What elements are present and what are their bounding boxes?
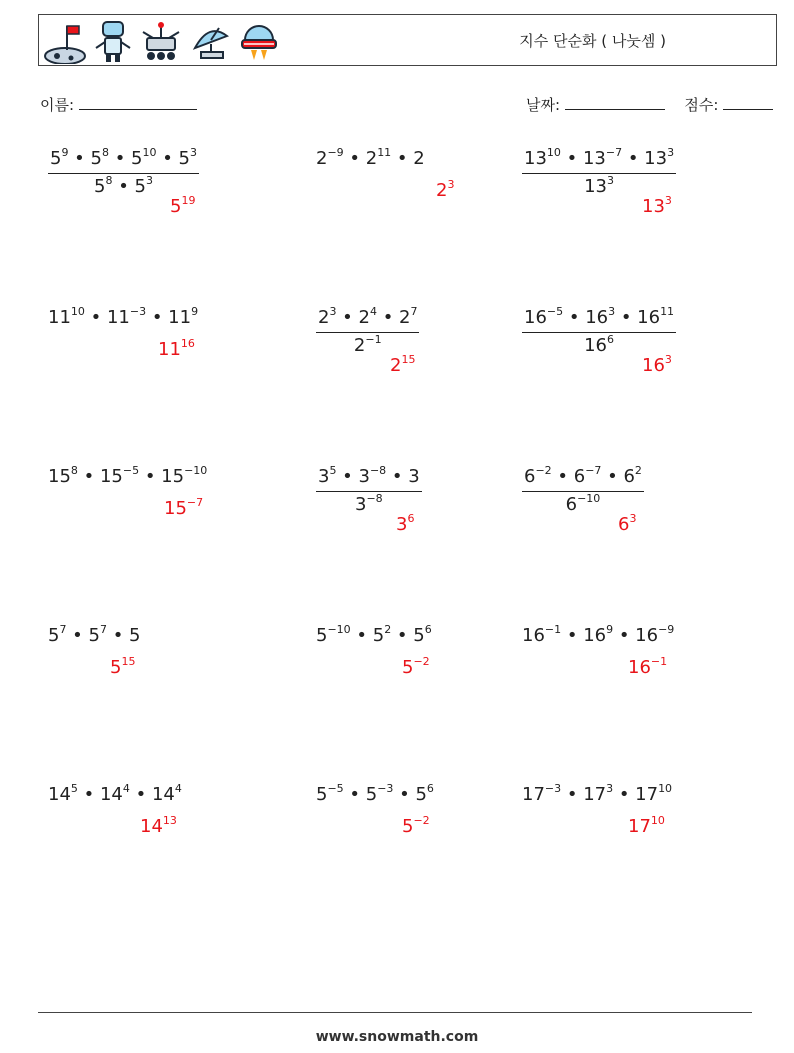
- base: 5: [316, 625, 328, 646]
- base: 13: [582, 148, 606, 169]
- exponent: 7: [59, 623, 67, 636]
- exponent: 7: [99, 623, 107, 636]
- exponent: 3: [606, 782, 614, 795]
- power-term: [48, 307, 85, 328]
- exponent: −10: [327, 623, 351, 636]
- fraction: [48, 148, 199, 197]
- numerator: [522, 307, 676, 333]
- satellite-dish-icon: [189, 18, 233, 64]
- power-term: [316, 784, 344, 805]
- footer-divider: [38, 1012, 752, 1013]
- exponent: −8: [369, 464, 387, 477]
- fraction: [522, 466, 644, 515]
- base: 15: [48, 466, 71, 487]
- power-term: [373, 625, 391, 646]
- denominator: [522, 333, 676, 356]
- multiply-dot: •: [391, 148, 414, 169]
- base: 2: [316, 148, 328, 169]
- base: 17: [628, 816, 651, 837]
- multiply-dot: •: [615, 307, 638, 328]
- power-term: [152, 784, 182, 805]
- power-term: [48, 466, 78, 487]
- power-term: [179, 148, 197, 169]
- multiply-dot: •: [112, 176, 135, 197]
- base: 5: [94, 176, 106, 197]
- exponent: −9: [327, 146, 344, 159]
- exponent: 3: [447, 178, 455, 191]
- answer: [170, 196, 195, 217]
- exponent: −8: [366, 492, 383, 505]
- multiply-dot: •: [84, 307, 107, 328]
- problem-expression: [522, 307, 676, 356]
- exponent: 6: [426, 782, 434, 795]
- exponent: 3: [667, 146, 675, 159]
- exponent: 8: [70, 464, 78, 477]
- power-term: [413, 625, 431, 646]
- base: 2: [365, 148, 378, 169]
- base: 3: [396, 514, 408, 535]
- denominator: [522, 174, 676, 197]
- base: 3: [318, 466, 330, 487]
- exponent: 6: [424, 623, 432, 636]
- base: 13: [524, 148, 547, 169]
- power-term: [89, 625, 107, 646]
- exponent: 13: [162, 814, 177, 827]
- answer: [642, 355, 672, 376]
- exponent: 5: [329, 464, 337, 477]
- multiply-dot: •: [336, 466, 359, 487]
- exponent: 4: [174, 782, 182, 795]
- multiply-dot: •: [336, 307, 359, 328]
- worksheet-header: [38, 14, 777, 66]
- base: 5: [178, 148, 190, 169]
- problem-expression: [316, 148, 425, 169]
- base: 6: [623, 466, 635, 487]
- exponent: 6: [606, 333, 614, 346]
- exponent: 10: [546, 146, 561, 159]
- multiply-dot: •: [77, 466, 100, 487]
- name-line[interactable]: [79, 95, 197, 110]
- multiply-dot: •: [613, 625, 636, 646]
- base: 5: [316, 784, 328, 805]
- exponent: 3: [190, 146, 197, 159]
- base: 5: [50, 148, 62, 169]
- exponent: 15: [121, 655, 136, 668]
- base: 6: [524, 466, 536, 487]
- ufo-icon: [239, 18, 279, 64]
- problem-expression: [316, 625, 432, 646]
- power-term: [436, 180, 454, 201]
- answer: [618, 514, 636, 535]
- exponent: 3: [329, 305, 337, 318]
- base: 6: [618, 514, 630, 535]
- power-term: [168, 307, 198, 328]
- footer-site: www.snowmath.com: [315, 1029, 479, 1045]
- power-term: [140, 816, 177, 837]
- exponent: 3: [606, 174, 614, 187]
- exponent: −5: [327, 782, 344, 795]
- multiply-dot: •: [563, 307, 586, 328]
- power-term: [318, 466, 336, 487]
- base: 13: [584, 176, 607, 197]
- exponent: −2: [535, 464, 552, 477]
- power-term: [574, 466, 602, 487]
- multiply-dot: •: [350, 625, 373, 646]
- answer: [402, 657, 430, 678]
- exponent: 6: [407, 512, 415, 525]
- exponent: 9: [606, 623, 614, 636]
- base: 5: [170, 196, 182, 217]
- numerator: [48, 148, 199, 174]
- exponent: −1: [365, 333, 382, 346]
- base: 5: [90, 148, 102, 169]
- multiply-dot: •: [156, 148, 179, 169]
- power-term: [584, 176, 614, 197]
- answer: [164, 498, 203, 519]
- power-term: [583, 784, 613, 805]
- name-label: 이름:: [40, 96, 75, 114]
- base: 2: [353, 335, 366, 356]
- exponent: −10: [184, 464, 208, 477]
- power-term: [131, 148, 156, 169]
- power-term: [359, 466, 387, 487]
- base: 17: [522, 784, 545, 805]
- answer: [628, 657, 667, 678]
- numerator: [522, 148, 676, 174]
- power-term: [644, 148, 674, 169]
- base: 2: [413, 148, 425, 169]
- power-term: [158, 339, 195, 360]
- header-icons: [43, 18, 279, 64]
- exponent: 5: [70, 782, 78, 795]
- base: 5: [88, 625, 100, 646]
- power-term: [100, 466, 139, 487]
- power-term: [359, 307, 377, 328]
- base: 5: [129, 625, 141, 646]
- multiply-dot: •: [343, 148, 366, 169]
- robot-icon: [93, 18, 133, 64]
- exponent: 15: [401, 353, 416, 366]
- date-label: 날짜:: [526, 96, 561, 114]
- answer: [402, 816, 430, 837]
- exponent: 2: [384, 623, 392, 636]
- power-term: [94, 176, 112, 197]
- answer: [140, 816, 177, 837]
- exponent: −5: [122, 464, 140, 477]
- date-field: [526, 94, 773, 115]
- power-term: [522, 784, 561, 805]
- exponent: 3: [608, 305, 616, 318]
- power-term: [408, 466, 419, 487]
- power-term: [524, 307, 563, 328]
- multiply-dot: •: [376, 307, 400, 328]
- power-term: [366, 148, 391, 169]
- power-term: [413, 148, 424, 169]
- multiply-dot: •: [66, 625, 89, 646]
- numerator: [522, 466, 644, 492]
- power-term: [164, 498, 203, 519]
- answer: [436, 180, 454, 201]
- fraction: [522, 148, 676, 197]
- exponent: 10: [70, 305, 85, 318]
- problem-expression: [522, 148, 676, 197]
- power-term: [415, 784, 433, 805]
- power-term: [642, 196, 672, 217]
- exponent: 16: [180, 337, 195, 350]
- answer: [642, 196, 672, 217]
- exponent: 7: [410, 305, 418, 318]
- exponent: 10: [142, 146, 157, 159]
- base: 14: [140, 816, 163, 837]
- exponent: 3: [145, 174, 153, 187]
- base: 13: [644, 148, 668, 169]
- power-term: [129, 625, 140, 646]
- exponent: 3: [664, 353, 672, 366]
- exponent: −2: [413, 814, 430, 827]
- answer: [158, 339, 195, 360]
- power-term: [48, 625, 66, 646]
- base: 5: [365, 784, 378, 805]
- base: 17: [635, 784, 659, 805]
- power-term: [170, 196, 195, 217]
- base: 5: [372, 625, 385, 646]
- base: 11: [48, 307, 71, 328]
- power-term: [628, 816, 665, 837]
- exponent: −9: [658, 623, 675, 636]
- exponent: −7: [186, 496, 204, 509]
- power-term: [628, 657, 667, 678]
- base: 5: [402, 816, 414, 837]
- problem-expression: [48, 466, 207, 487]
- problem-expression: [522, 784, 672, 805]
- base: 16: [637, 307, 661, 328]
- multiply-dot: •: [391, 625, 414, 646]
- multiply-dot: •: [146, 307, 169, 328]
- power-term: [316, 148, 344, 169]
- exponent: −2: [413, 655, 430, 668]
- power-term: [100, 784, 130, 805]
- exponent: 4: [369, 305, 377, 318]
- exponent: −10: [577, 492, 601, 505]
- power-term: [635, 625, 674, 646]
- multiply-dot: •: [106, 625, 130, 646]
- exponent: 10: [650, 814, 665, 827]
- fraction: [316, 307, 419, 356]
- exponent: 8: [105, 174, 113, 187]
- power-term: [355, 494, 383, 515]
- answer: [628, 816, 665, 837]
- multiply-dot: •: [561, 784, 584, 805]
- name-field: [40, 94, 197, 115]
- numerator: [316, 307, 419, 333]
- problem-expression: [48, 307, 198, 328]
- base: 16: [642, 355, 665, 376]
- base: 2: [436, 180, 448, 201]
- base: 5: [134, 176, 146, 197]
- exponent: 3: [664, 194, 672, 207]
- moon-flag-icon: [43, 18, 87, 64]
- power-term: [522, 625, 561, 646]
- power-term: [366, 784, 394, 805]
- base: 15: [161, 466, 185, 487]
- base: 15: [164, 498, 187, 519]
- base: 3: [358, 466, 370, 487]
- power-term: [50, 148, 68, 169]
- base: 2: [318, 307, 330, 328]
- base: 6: [565, 494, 578, 515]
- base: 16: [635, 625, 659, 646]
- multiply-dot: •: [561, 625, 584, 646]
- base: 16: [522, 625, 545, 646]
- power-term: [618, 514, 636, 535]
- power-term: [524, 466, 552, 487]
- power-term: [524, 148, 561, 169]
- denominator: [522, 492, 644, 515]
- base: 5: [402, 657, 414, 678]
- multiply-dot: •: [622, 148, 645, 169]
- exponent: −1: [650, 655, 668, 668]
- base: 15: [99, 466, 123, 487]
- problem-expression: [316, 307, 419, 356]
- power-term: [396, 514, 414, 535]
- base: 5: [131, 148, 143, 169]
- power-term: [110, 657, 135, 678]
- base: 2: [390, 355, 402, 376]
- base: 14: [151, 784, 175, 805]
- base: 6: [573, 466, 586, 487]
- multiply-dot: •: [560, 148, 583, 169]
- exponent: 19: [181, 194, 196, 207]
- power-term: [566, 494, 601, 515]
- multiply-dot: •: [108, 148, 132, 169]
- multiply-dot: •: [386, 466, 409, 487]
- numerator: [316, 466, 422, 492]
- problem-expression: [48, 625, 140, 646]
- exponent: −7: [585, 464, 602, 477]
- base: 14: [48, 784, 71, 805]
- exponent: 9: [191, 305, 199, 318]
- power-term: [318, 307, 336, 328]
- multiply-dot: •: [343, 784, 366, 805]
- answer: [390, 355, 415, 376]
- exponent: −3: [129, 305, 147, 318]
- problem-expression: [48, 784, 182, 805]
- exponent: 4: [122, 782, 130, 795]
- base: 5: [415, 784, 427, 805]
- base: 14: [99, 784, 123, 805]
- exponent: −1: [544, 623, 562, 636]
- exponent: 10: [658, 782, 673, 795]
- rover-icon: [139, 18, 183, 64]
- power-term: [354, 335, 382, 356]
- base: 16: [584, 335, 607, 356]
- answer: [396, 514, 414, 535]
- base: 5: [48, 625, 60, 646]
- power-term: [135, 176, 153, 197]
- fraction: [522, 307, 676, 356]
- power-term: [637, 307, 674, 328]
- power-term: [623, 466, 641, 487]
- exponent: 2: [634, 464, 642, 477]
- exponent: 11: [377, 146, 392, 159]
- power-term: [399, 307, 417, 328]
- problem-expression: [522, 625, 674, 646]
- base: 5: [110, 657, 122, 678]
- base: 16: [628, 657, 651, 678]
- score-line[interactable]: [723, 95, 773, 110]
- multiply-dot: •: [77, 784, 100, 805]
- power-term: [402, 657, 430, 678]
- power-term: [48, 784, 78, 805]
- power-term: [316, 625, 351, 646]
- worksheet-title: 지수 단순화 ( 나눗셈 ): [519, 32, 666, 50]
- exponent: −5: [546, 305, 564, 318]
- exponent: −3: [544, 782, 562, 795]
- score-label: 점수:: [684, 96, 719, 114]
- power-term: [585, 307, 615, 328]
- problem-expression: [316, 784, 434, 805]
- base: 2: [399, 307, 411, 328]
- base: 3: [408, 466, 420, 487]
- base: 16: [583, 625, 607, 646]
- base: 11: [168, 307, 192, 328]
- multiply-dot: •: [129, 784, 152, 805]
- power-term: [107, 307, 146, 328]
- multiply-dot: •: [601, 466, 624, 487]
- answer: [110, 657, 135, 678]
- multiply-dot: •: [551, 466, 574, 487]
- multiply-dot: •: [139, 466, 162, 487]
- fraction: [316, 466, 422, 515]
- exponent: 8: [101, 146, 109, 159]
- power-term: [91, 148, 109, 169]
- denominator: [316, 492, 422, 515]
- power-term: [402, 816, 430, 837]
- exponent: −7: [605, 146, 623, 159]
- problem-expression: [522, 466, 644, 515]
- power-term: [584, 335, 614, 356]
- power-term: [635, 784, 672, 805]
- problem-expression: [48, 148, 199, 197]
- base: 13: [642, 196, 665, 217]
- power-term: [583, 148, 622, 169]
- exponent: 9: [61, 146, 69, 159]
- power-term: [642, 355, 672, 376]
- base: 3: [355, 494, 367, 515]
- denominator: [48, 174, 199, 197]
- base: 17: [583, 784, 607, 805]
- problem-expression: [316, 466, 422, 515]
- power-term: [390, 355, 415, 376]
- multiply-dot: •: [613, 784, 636, 805]
- exponent: 3: [629, 512, 637, 525]
- power-term: [583, 625, 613, 646]
- base: 5: [413, 625, 425, 646]
- base: 16: [585, 307, 609, 328]
- base: 11: [106, 307, 130, 328]
- date-line[interactable]: [565, 95, 665, 110]
- base: 16: [524, 307, 547, 328]
- exponent: −3: [377, 782, 394, 795]
- multiply-dot: •: [393, 784, 416, 805]
- exponent: 11: [660, 305, 675, 318]
- power-term: [161, 466, 207, 487]
- base: 11: [158, 339, 181, 360]
- base: 2: [358, 307, 370, 328]
- multiply-dot: •: [68, 148, 91, 169]
